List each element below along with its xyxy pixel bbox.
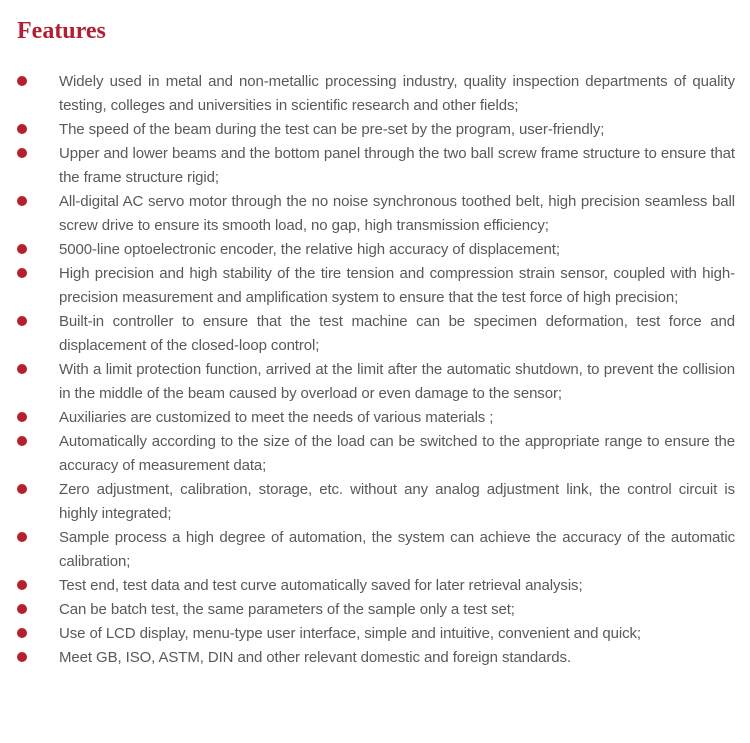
bullet-icon [17,580,27,590]
feature-list-item [15,190,735,238]
feature-list-item [15,526,735,574]
feature-list-item [15,646,735,670]
feature-list-item [15,70,735,118]
feature-text: High precision and high stability of the tire tension and compression strain sensor, coupled with high-precision measurement and amplification system to ensure that the test force of high precision; [59,265,735,306]
bullet-icon [17,244,27,254]
bullet-icon [17,76,27,86]
feature-list-item [15,118,735,142]
feature-text: Widely used in metal and non-metallic processing industry, quality inspection departments of quality testing, colleges and universities in scientific research and other fields; [59,73,735,114]
bullet-icon [17,268,27,278]
feature-text: Sample process a high degree of automation, the system can achieve the accuracy of the automatic calibration; [59,529,735,570]
bullet-icon [17,532,27,542]
page-title: Features [17,18,106,44]
feature-text: Meet GB, ISO, ASTM, DIN and other relevant domestic and foreign standards. [59,649,572,666]
bullet-icon [17,412,27,422]
feature-text: 5000-line optoelectronic encoder, the relative high accuracy of displacement; [59,241,560,258]
bullet-icon [17,196,27,206]
bullet-icon [17,124,27,134]
feature-list-item [15,622,735,646]
bullet-icon [17,148,27,158]
bullet-icon [17,652,27,662]
bullet-icon [17,436,27,446]
feature-text: Use of LCD display, menu-type user interface, simple and intuitive, convenient and quick; [59,625,641,642]
feature-list-item [15,238,735,262]
feature-list-item [15,262,735,310]
feature-text: Automatically according to the size of the load can be switched to the appropriate range to ensure the accuracy of measurement data; [59,433,735,474]
feature-text: With a limit protection function, arrived at the limit after the automatic shutdown, to prevent the collision in the middle of the beam caused by overload or even damage to the sensor; [59,361,735,402]
features-list [0,70,750,670]
feature-list-item [15,478,735,526]
feature-list-item [15,406,735,430]
feature-list-item [15,598,735,622]
feature-text: All-digital AC servo motor through the no noise synchronous toothed belt, high precision seamless ball screw drive to ensure its smooth load, no gap, high transmission efficiency; [59,193,735,234]
bullet-icon [17,364,27,374]
bullet-icon [17,628,27,638]
feature-text: Built-in controller to ensure that the test machine can be specimen deformation, test force and displacement of the closed-loop control; [59,313,735,354]
feature-text: Auxiliaries are customized to meet the needs of various materials ; [59,409,494,426]
feature-text: Zero adjustment, calibration, storage, etc. without any analog adjustment link, the control circuit is highly integrated; [59,481,735,522]
feature-text: Can be batch test, the same parameters of the sample only a test set; [59,601,515,618]
bullet-icon [17,484,27,494]
feature-text: The speed of the beam during the test can be pre-set by the program, user-friendly; [59,121,605,138]
feature-list-item [15,358,735,406]
feature-list-item [15,430,735,478]
feature-list-item [15,142,735,190]
feature-list-item [15,310,735,358]
bullet-icon [17,316,27,326]
bullet-icon [17,604,27,614]
feature-text: Upper and lower beams and the bottom panel through the two ball screw frame structure to ensure that the frame structure rigid; [59,145,735,186]
feature-text: Test end, test data and test curve automatically saved for later retrieval analysis; [59,577,583,594]
feature-list-item [15,574,735,598]
